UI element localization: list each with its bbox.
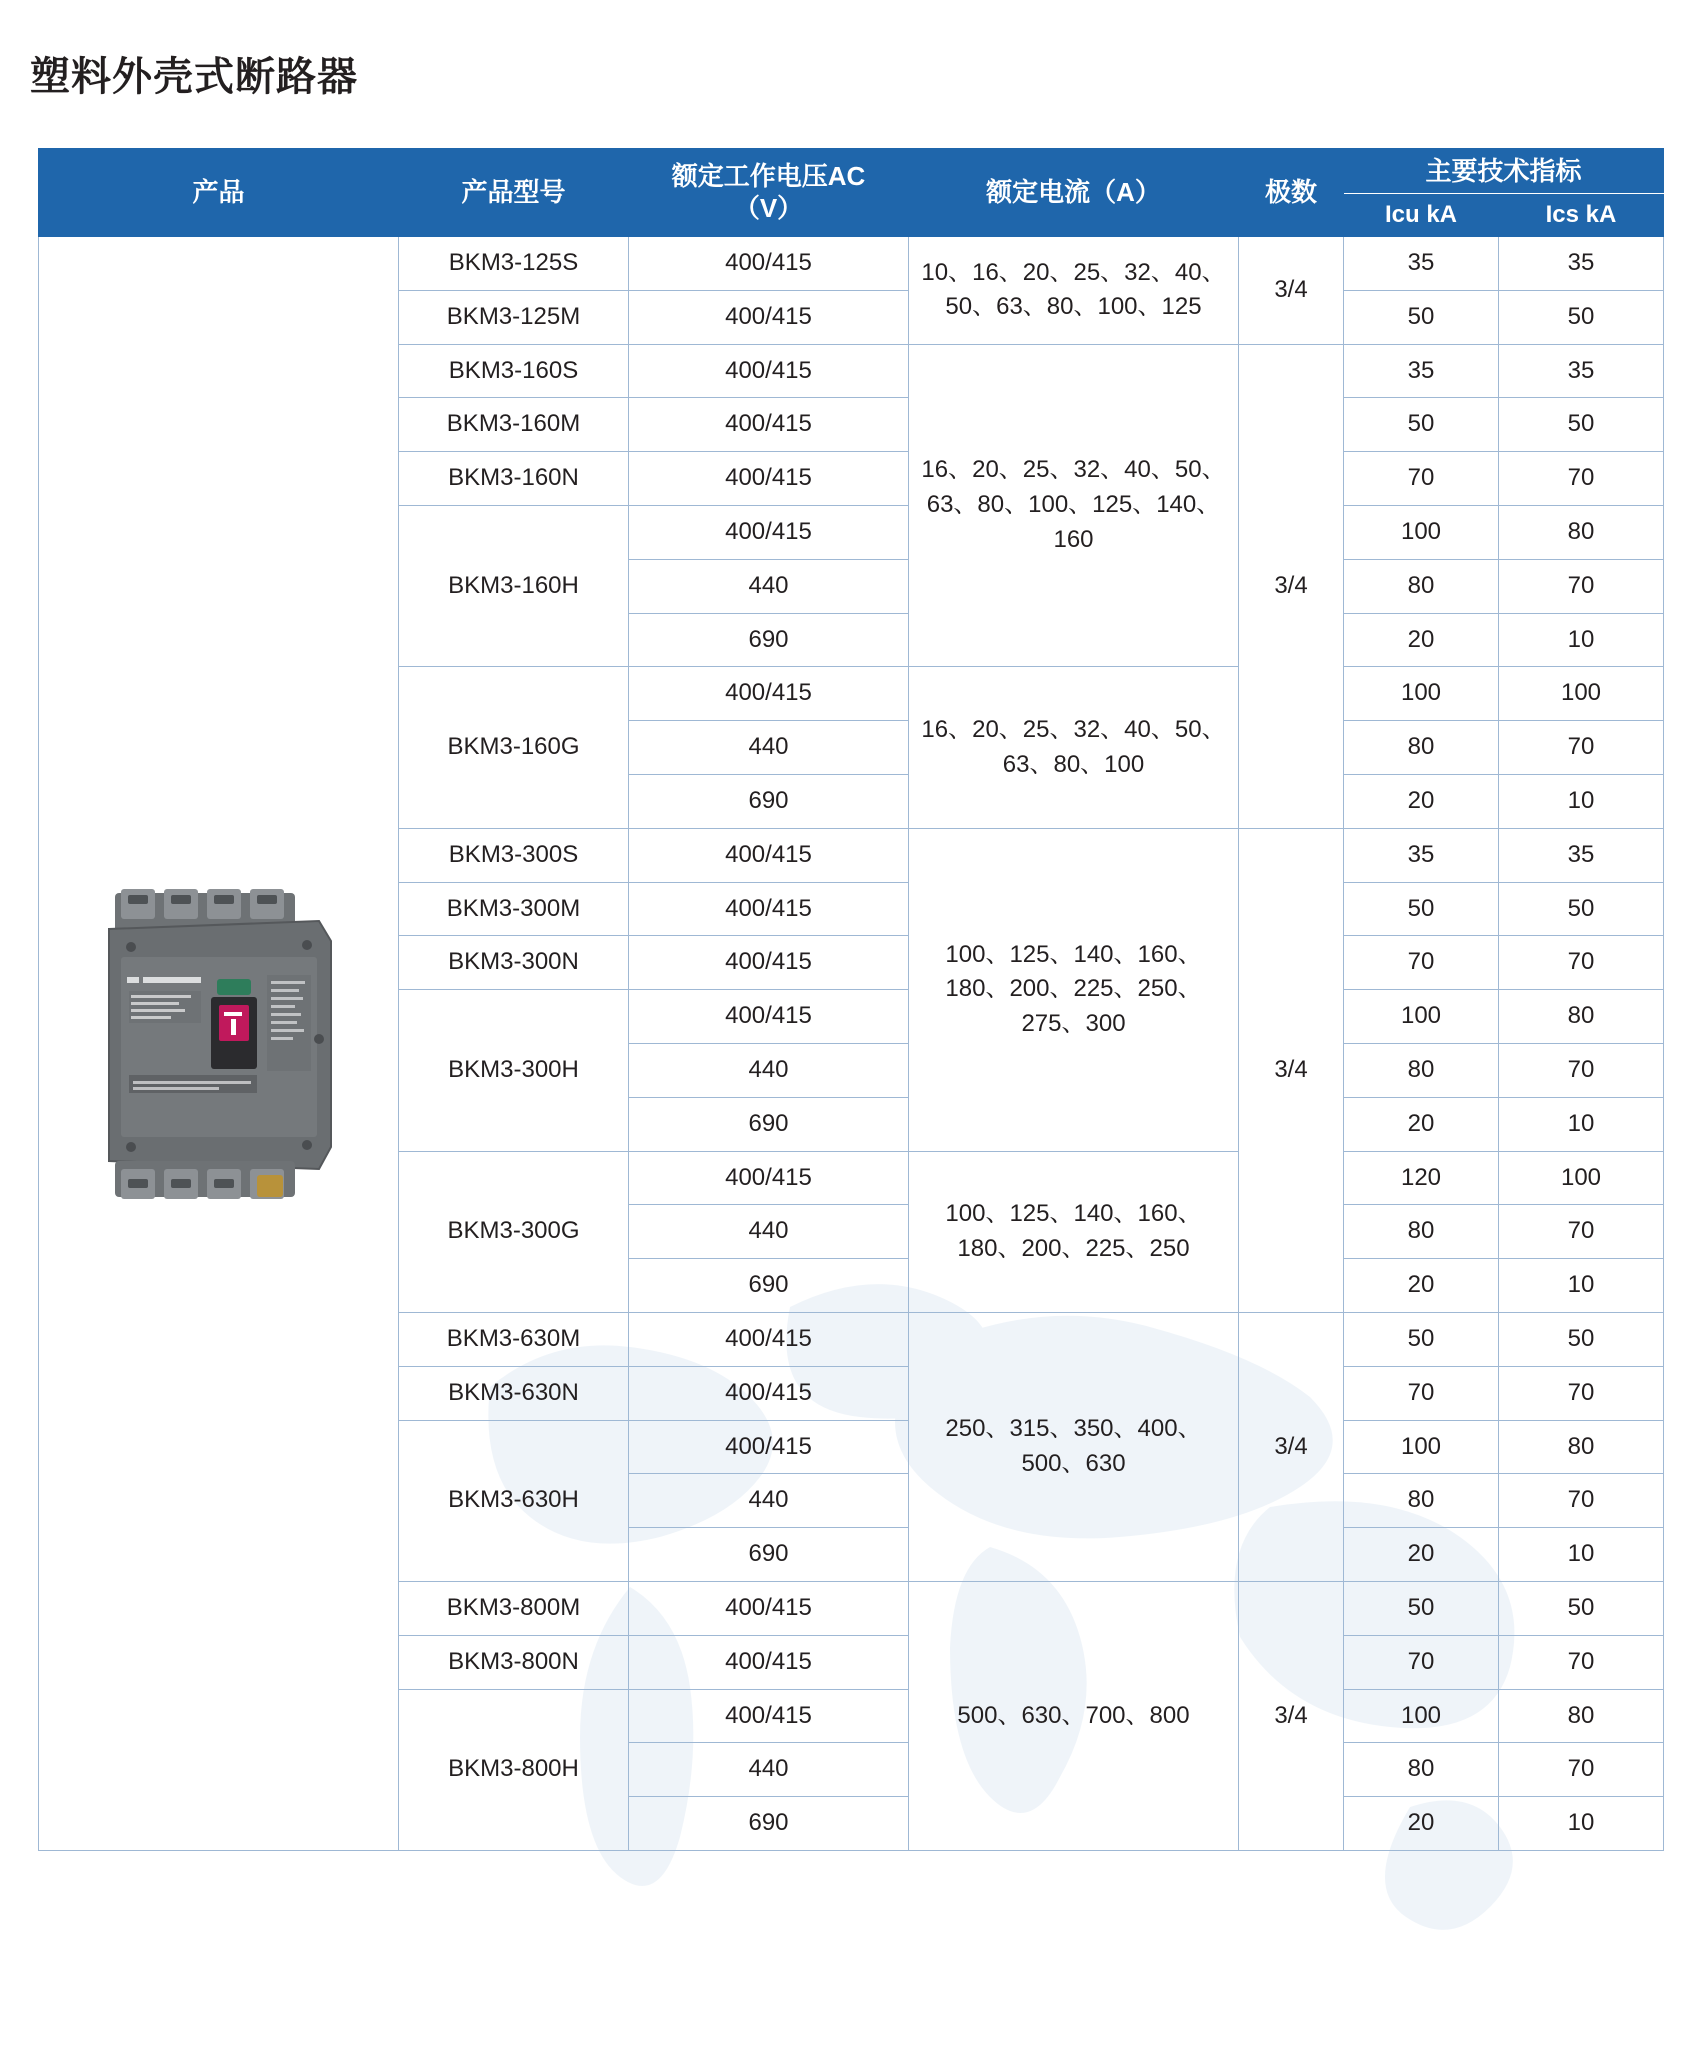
cell-model: BKM3-800M: [399, 1582, 629, 1636]
cell-voltage: 440: [629, 1474, 909, 1528]
cell-poles: 3/4: [1239, 237, 1344, 345]
cell-voltage: 400/415: [629, 667, 909, 721]
cell-icu: 20: [1344, 1097, 1499, 1151]
cell-model: BKM3-125S: [399, 237, 629, 291]
cell-voltage: 440: [629, 1743, 909, 1797]
cell-voltage: 400/415: [629, 398, 909, 452]
cell-voltage: 400/415: [629, 506, 909, 560]
cell-voltage: 440: [629, 721, 909, 775]
cell-model: BKM3-160M: [399, 398, 629, 452]
cell-icu: 80: [1344, 1044, 1499, 1098]
cell-voltage: 690: [629, 1797, 909, 1851]
cell-ics: 80: [1499, 506, 1664, 560]
cell-voltage: 690: [629, 1259, 909, 1313]
cell-voltage: 440: [629, 1044, 909, 1098]
cell-icu: 70: [1344, 452, 1499, 506]
cell-voltage: 400/415: [629, 1582, 909, 1636]
cell-ics: 50: [1499, 398, 1664, 452]
cell-voltage: 440: [629, 559, 909, 613]
cell-ics: 50: [1499, 1582, 1664, 1636]
cell-ics: 80: [1499, 1689, 1664, 1743]
cell-model: BKM3-800N: [399, 1635, 629, 1689]
cell-icu: 50: [1344, 290, 1499, 344]
cell-voltage: 690: [629, 1097, 909, 1151]
cell-voltage: 400/415: [629, 1689, 909, 1743]
cell-ics: 10: [1499, 613, 1664, 667]
cell-voltage: 400/415: [629, 1420, 909, 1474]
cell-ics: 70: [1499, 936, 1664, 990]
cell-model: BKM3-300G: [399, 1151, 629, 1312]
cell-icu: 100: [1344, 667, 1499, 721]
cell-model: BKM3-630H: [399, 1420, 629, 1581]
cell-icu: 70: [1344, 936, 1499, 990]
cell-model: BKM3-800H: [399, 1689, 629, 1850]
cell-ics: 70: [1499, 1205, 1664, 1259]
cell-ics: 10: [1499, 1528, 1664, 1582]
cell-ics: 80: [1499, 1420, 1664, 1474]
cell-ics: 100: [1499, 667, 1664, 721]
cell-voltage: 400/415: [629, 936, 909, 990]
cell-voltage: 400/415: [629, 344, 909, 398]
cell-model: BKM3-160S: [399, 344, 629, 398]
cell-ics: 70: [1499, 1044, 1664, 1098]
cell-icu: 50: [1344, 882, 1499, 936]
cell-current: 500、630、700、800: [909, 1582, 1239, 1851]
cell-icu: 80: [1344, 1743, 1499, 1797]
cell-icu: 70: [1344, 1635, 1499, 1689]
cell-icu: 50: [1344, 1582, 1499, 1636]
cell-icu: 35: [1344, 237, 1499, 291]
cell-model: BKM3-300S: [399, 828, 629, 882]
cell-ics: 80: [1499, 990, 1664, 1044]
cell-voltage: 400/415: [629, 828, 909, 882]
cell-current: 16、20、25、32、40、50、 63、80、100: [909, 667, 1239, 828]
cell-ics: 10: [1499, 1259, 1664, 1313]
cell-voltage: 400/415: [629, 237, 909, 291]
cell-ics: 10: [1499, 775, 1664, 829]
header-ics: Ics kA: [1499, 194, 1664, 237]
circuit-breaker-image: [91, 879, 346, 1209]
cell-icu: 50: [1344, 1313, 1499, 1367]
cell-ics: 70: [1499, 1474, 1664, 1528]
header-product: 产品: [39, 148, 399, 237]
table-header-row-1: [39, 148, 1664, 194]
cell-icu: 80: [1344, 1205, 1499, 1259]
cell-poles: 3/4: [1239, 1313, 1344, 1582]
page-title: 塑料外壳式断路器: [30, 54, 358, 99]
cell-voltage: 400/415: [629, 1313, 909, 1367]
cell-voltage: 400/415: [629, 1635, 909, 1689]
cell-current: 16、20、25、32、40、50、 63、80、100、125、140、 160: [909, 344, 1239, 667]
cell-ics: 70: [1499, 1743, 1664, 1797]
cell-icu: 100: [1344, 1420, 1499, 1474]
cell-ics: 70: [1499, 559, 1664, 613]
header-voltage-line1: 额定工作电压AC: [671, 160, 866, 191]
spec-table-body: [39, 237, 1664, 1851]
cell-ics: 10: [1499, 1797, 1664, 1851]
cell-voltage: 440: [629, 1205, 909, 1259]
cell-icu: 35: [1344, 828, 1499, 882]
cell-model: BKM3-630N: [399, 1366, 629, 1420]
header-main-indicators: 主要技术指标: [1344, 148, 1664, 194]
cell-poles: 3/4: [1239, 828, 1344, 1312]
cell-icu: 35: [1344, 344, 1499, 398]
cell-model: BKM3-160G: [399, 667, 629, 828]
cell-ics: 10: [1499, 1097, 1664, 1151]
cell-icu: 20: [1344, 1259, 1499, 1313]
specification-table: [38, 148, 1664, 1851]
cell-ics: 50: [1499, 882, 1664, 936]
cell-icu: 80: [1344, 721, 1499, 775]
cell-icu: 100: [1344, 990, 1499, 1044]
cell-voltage: 690: [629, 613, 909, 667]
header-poles: 极数: [1239, 148, 1344, 237]
header-model: 产品型号: [399, 148, 629, 237]
cell-ics: 70: [1499, 721, 1664, 775]
cell-current: 100、125、140、160、 180、200、225、250、 275、300: [909, 828, 1239, 1151]
cell-icu: 20: [1344, 1797, 1499, 1851]
cell-poles: 3/4: [1239, 1582, 1344, 1851]
cell-ics: 70: [1499, 452, 1664, 506]
cell-ics: 70: [1499, 1366, 1664, 1420]
cell-model: BKM3-630M: [399, 1313, 629, 1367]
cell-ics: 70: [1499, 1635, 1664, 1689]
cell-icu: 50: [1344, 398, 1499, 452]
spec-table-wrapper: [0, 148, 1700, 1851]
cell-model: BKM3-125M: [399, 290, 629, 344]
header-current: 额定电流（A）: [909, 148, 1239, 237]
cell-voltage: 400/415: [629, 290, 909, 344]
cell-poles: 3/4: [1239, 344, 1344, 828]
cell-current: 250、315、350、400、 500、630: [909, 1313, 1239, 1582]
cell-model: BKM3-300N: [399, 936, 629, 990]
cell-model: BKM3-160N: [399, 452, 629, 506]
header-voltage-line2: （V）: [733, 193, 804, 224]
cell-model: BKM3-300H: [399, 990, 629, 1151]
cell-voltage: 690: [629, 1528, 909, 1582]
cell-icu: 20: [1344, 775, 1499, 829]
cell-icu: 20: [1344, 613, 1499, 667]
cell-ics: 35: [1499, 237, 1664, 291]
cell-icu: 70: [1344, 1366, 1499, 1420]
cell-ics: 100: [1499, 1151, 1664, 1205]
cell-icu: 80: [1344, 1474, 1499, 1528]
cell-voltage: 400/415: [629, 1151, 909, 1205]
cell-ics: 35: [1499, 344, 1664, 398]
cell-voltage: 400/415: [629, 1366, 909, 1420]
cell-voltage: 690: [629, 775, 909, 829]
cell-voltage: 400/415: [629, 882, 909, 936]
cell-ics: 50: [1499, 290, 1664, 344]
cell-current: 100、125、140、160、 180、200、225、250: [909, 1151, 1239, 1312]
table-row: [39, 237, 1664, 291]
header-icu: Icu kA: [1344, 194, 1499, 237]
cell-icu: 20: [1344, 1528, 1499, 1582]
cell-icu: 100: [1344, 1689, 1499, 1743]
cell-voltage: 400/415: [629, 452, 909, 506]
catalog-page: [0, 27, 1700, 2067]
header-voltage: [629, 148, 909, 237]
cell-model: BKM3-160H: [399, 506, 629, 667]
cell-icu: 100: [1344, 506, 1499, 560]
cell-voltage: 400/415: [629, 990, 909, 1044]
cell-ics: 35: [1499, 828, 1664, 882]
product-image-cell: [39, 237, 399, 1851]
cell-current: 10、16、20、25、32、40、 50、63、80、100、125: [909, 237, 1239, 345]
cell-model: BKM3-300M: [399, 882, 629, 936]
cell-ics: 50: [1499, 1313, 1664, 1367]
cell-icu: 120: [1344, 1151, 1499, 1205]
cell-icu: 80: [1344, 559, 1499, 613]
